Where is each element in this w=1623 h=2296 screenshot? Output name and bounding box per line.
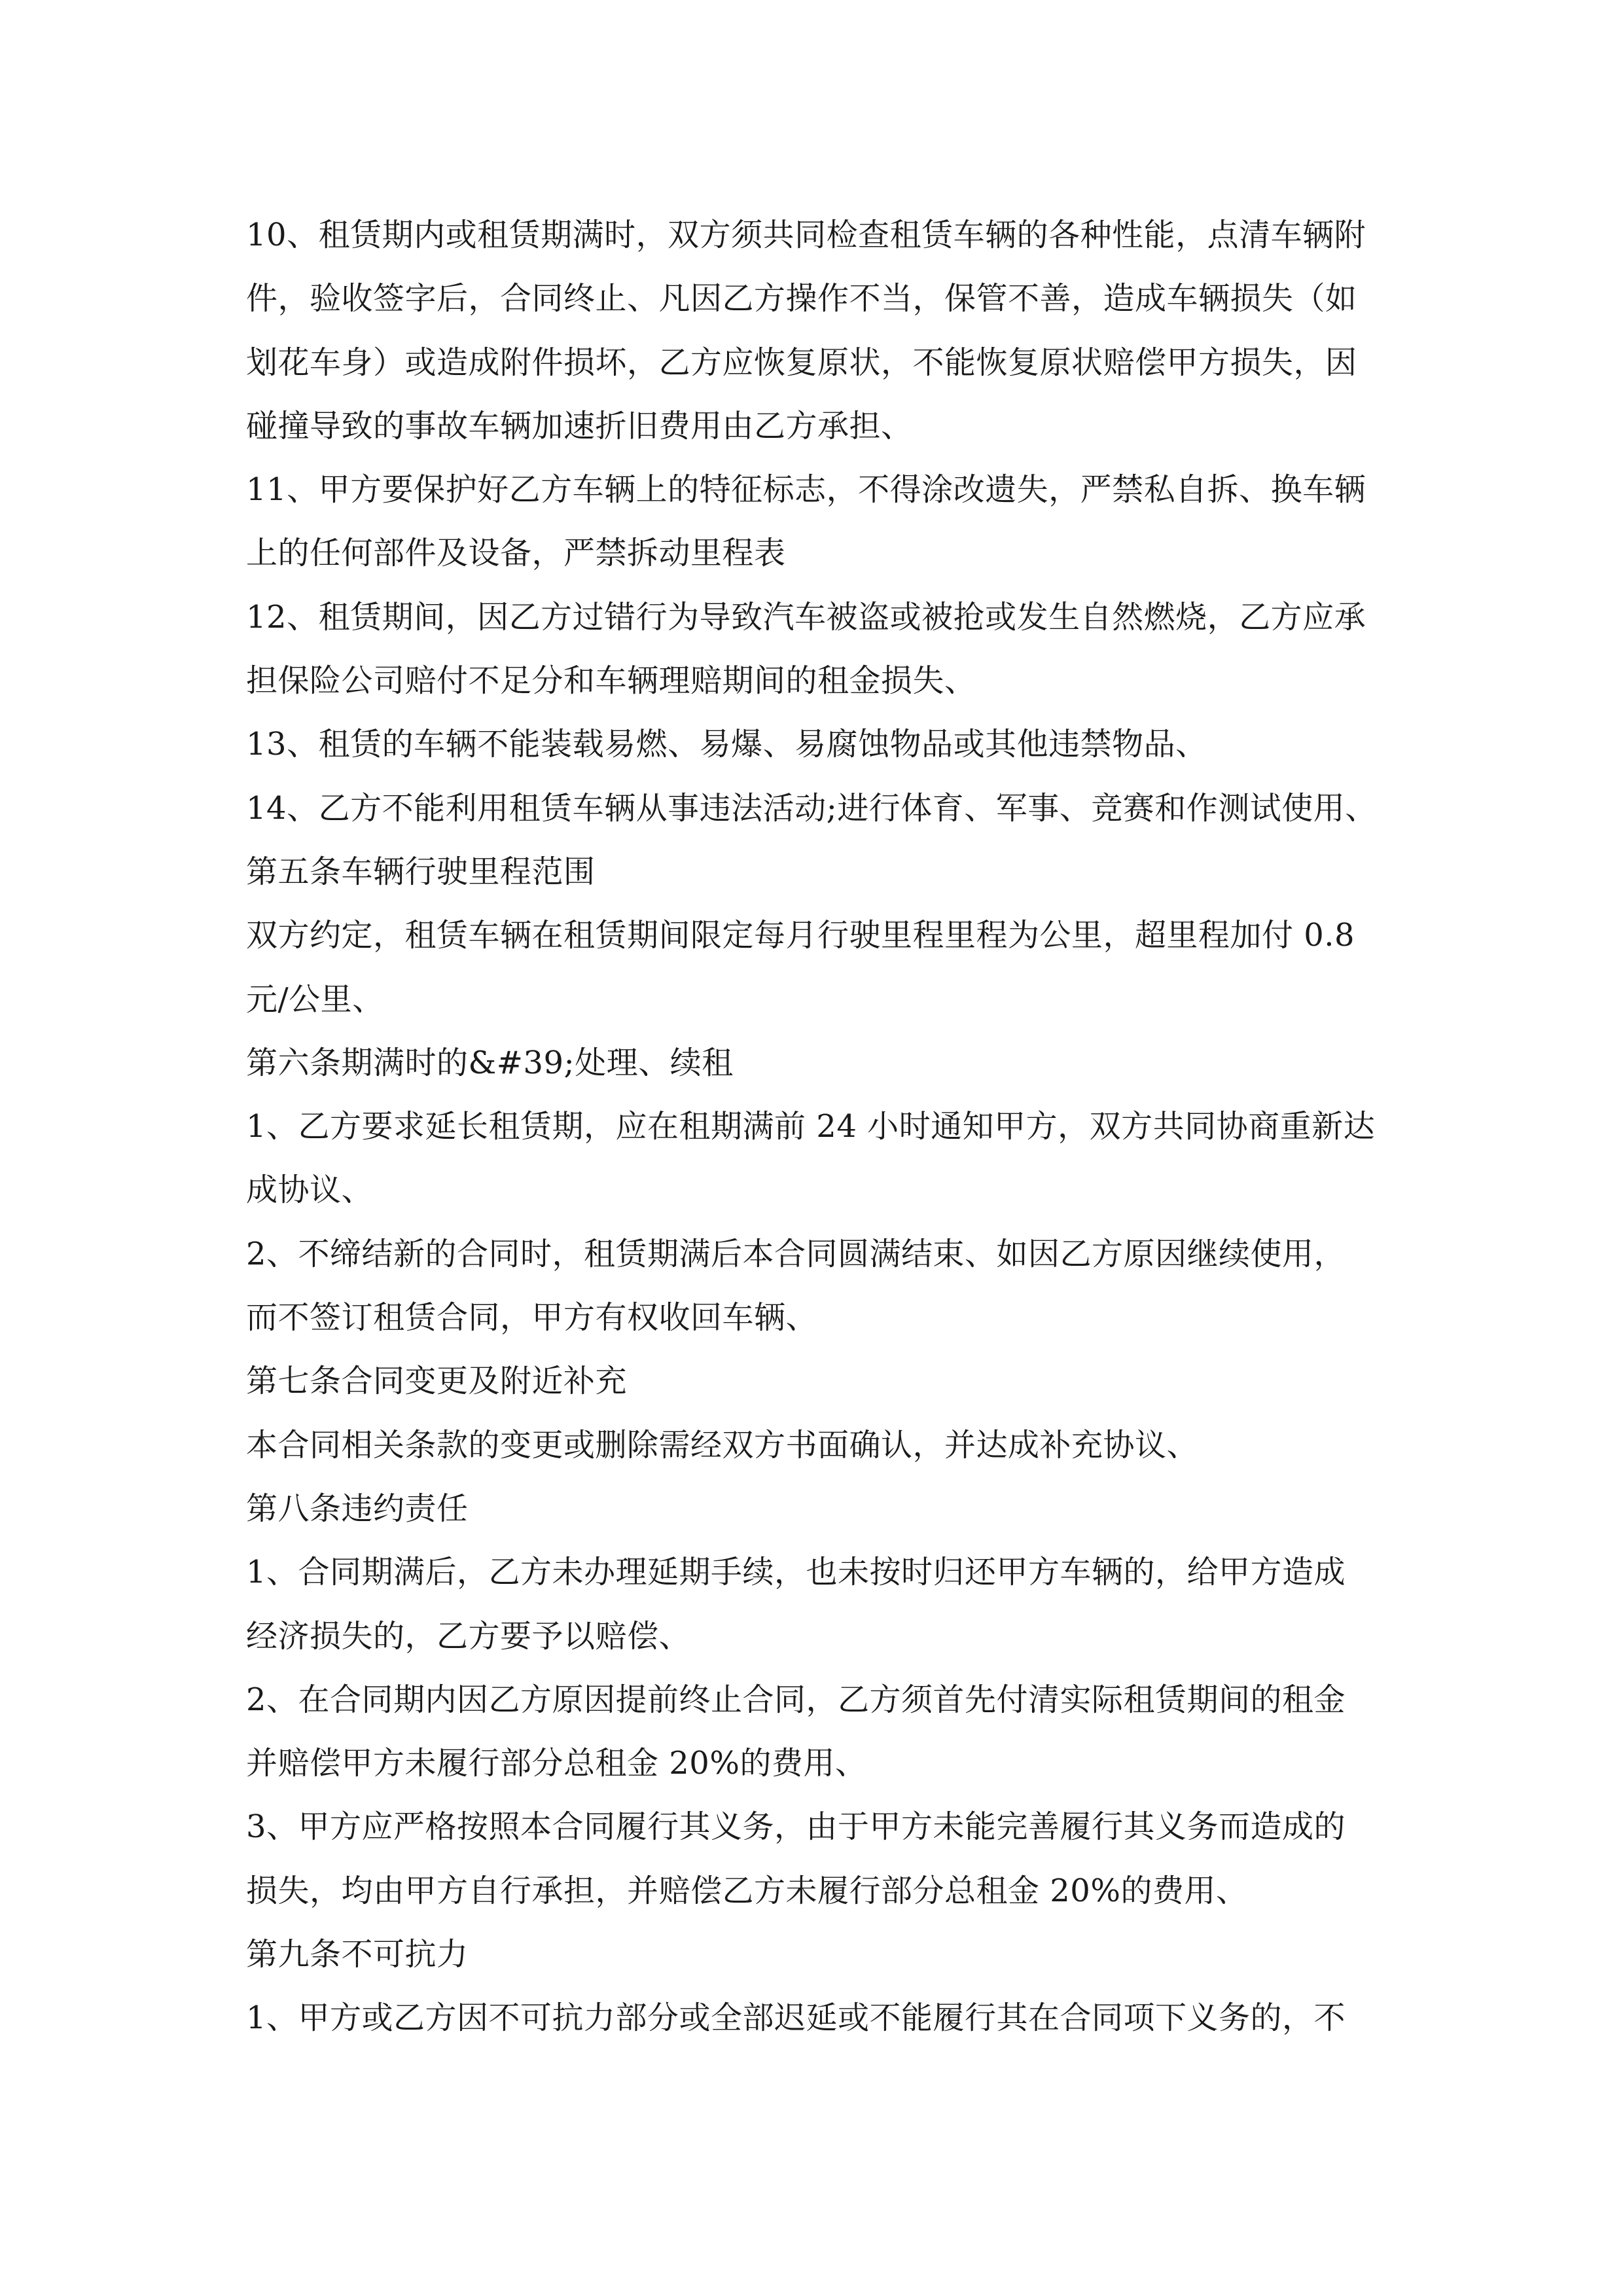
text-line: 13、租赁的车辆不能装载易燃、易爆、易腐蚀物品或其他违禁物品、 bbox=[246, 726, 1207, 763]
section-heading: 第八条违约责任 bbox=[246, 1490, 469, 1527]
section-heading: 第五条车辆行驶里程范围 bbox=[246, 853, 596, 890]
section-heading: 第六条期满时的&#39;处理、续租 bbox=[246, 1044, 734, 1081]
text-line: 而不签订租赁合同，甲方有权收回车辆、 bbox=[246, 1299, 818, 1336]
text-line: 10、租赁期内或租赁期满时，双方须共同检查租赁车辆的各种性能，点清车辆附 bbox=[246, 217, 1366, 253]
document-body bbox=[246, 204, 1385, 2051]
text-line: 经济损失的，乙方要予以赔偿、 bbox=[246, 1617, 691, 1655]
text-line: 1、甲方或乙方因不可抗力部分或全部迟延或不能履行其在合同项下义务的，不 bbox=[246, 2000, 1346, 2037]
text-line: 1、乙方要求延长租赁期，应在租期满前 24 小时通知甲方，双方共同协商重新达 bbox=[246, 1108, 1376, 1145]
text-line: 12、租赁期间，因乙方过错行为导致汽车被盗或被抢或发生自然燃烧，乙方应承 bbox=[246, 598, 1366, 636]
section-heading: 第七条合同变更及附近补充 bbox=[246, 1363, 628, 1400]
text-line: 元/公里、 bbox=[246, 980, 384, 1018]
text-line: 并赔偿甲方未履行部分总租金 20%的费用、 bbox=[246, 1745, 867, 1782]
text-line: 本合同相关条款的变更或删除需经双方书面确认，并达成补充协议、 bbox=[246, 1426, 1199, 1463]
text-line: 2、在合同期内因乙方原因提前终止合同，乙方须首先付清实际租赁期间的租金 bbox=[246, 1681, 1346, 1718]
text-line: 3、甲方应严格按照本合同履行其义务，由于甲方未能完善履行其义务而造成的 bbox=[246, 1808, 1346, 1846]
text-line: 担保险公司赔付不足分和车辆理赔期间的租金损失、 bbox=[246, 662, 976, 700]
text-line: 1、合同期满后，乙方未办理延期手续，也未按时归还甲方车辆的，给甲方造成 bbox=[246, 1554, 1346, 1591]
text-line: 碰撞导致的事故车辆加速折旧费用由乙方承担、 bbox=[246, 407, 913, 444]
text-line: 划花车身）或造成附件损坏，乙方应恢复原状，不能恢复原状赔偿甲方损失，因 bbox=[246, 344, 1357, 381]
text-line: 双方约定，租赁车辆在租赁期间限定每月行驶里程里程为公里，超里程加付 0.8 bbox=[246, 917, 1355, 954]
text-line: 上的任何部件及设备，严禁拆动里程表 bbox=[246, 535, 786, 572]
text-line: 11、甲方要保护好乙方车辆上的特征标志，不得涂改遗失，严禁私自拆、换车辆 bbox=[246, 471, 1366, 509]
text-line: 2、不缔结新的合同时，租赁期满后本合同圆满结束、如因乙方原因继续使用， bbox=[246, 1235, 1346, 1272]
section-heading: 第九条不可抗力 bbox=[246, 1936, 469, 1973]
text-line: 成协议、 bbox=[246, 1172, 374, 1209]
text-line: 损失，均由甲方自行承担，并赔偿乙方未履行部分总租金 20%的费用、 bbox=[246, 1872, 1248, 1909]
text-line: 14、乙方不能利用租赁车辆从事违法活动;进行体育、军事、竞赛和作测试使用、 bbox=[246, 789, 1377, 827]
text-line: 件，验收签字后，合同终止、凡因乙方操作不当，保管不善，造成车辆损失（如 bbox=[246, 280, 1357, 317]
